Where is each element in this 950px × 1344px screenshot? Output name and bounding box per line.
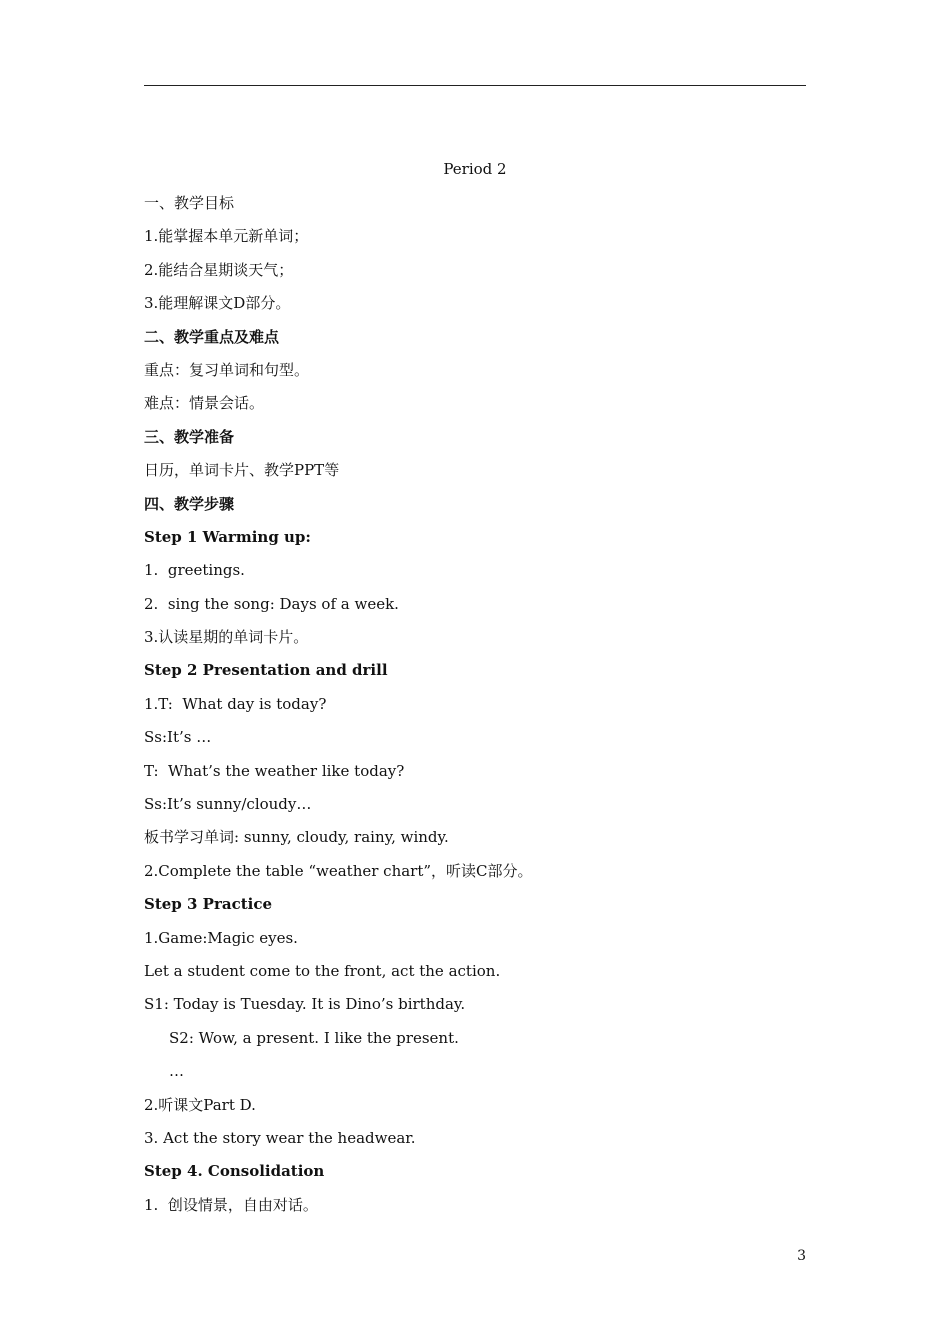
header-rule [144, 85, 806, 86]
text-line: 3.能理解课文D部分。 [144, 294, 291, 313]
section-heading: Step 4. Consolidation [144, 1162, 325, 1181]
text-line: 1. 创设情景，自由对话。 [144, 1195, 318, 1214]
text-line: 2. sing the song: Days of a week. [144, 594, 399, 613]
text-line: S2: Wow, a present. I like the present. [169, 1028, 459, 1047]
section-heading: 三、教学准备 [144, 427, 235, 446]
section-heading: Step 1 Warming up: [144, 527, 311, 546]
document-title: Period 2 [443, 160, 507, 178]
text-line: T: What’s the weather like today? [144, 761, 405, 780]
text-line: Let a student come to the front, act the action. [144, 961, 501, 980]
section-heading: 二、教学重点及难点 [144, 327, 280, 346]
text-line: 2.Complete the table “weather chart”，听读C部分。 [144, 861, 533, 880]
text-line: 1.能掌握本单元新单词； [144, 227, 309, 246]
text-line: … [169, 1062, 184, 1081]
text-line: Ss:It’s sunny/cloudy… [144, 795, 312, 814]
text-line: 一、教学目标 [144, 194, 235, 212]
text-line: Ss:It’s … [144, 728, 212, 747]
text-line: 2.能结合星期谈天气； [144, 260, 294, 279]
text-line: 难点：情景会话。 [144, 394, 265, 413]
text-line: S1: Today is Tuesday. It is Dino’s birthday. [144, 995, 466, 1014]
text-line: 重点：复习单词和句型。 [144, 360, 310, 379]
text-line: 3.认读星期的单词卡片。 [144, 628, 309, 647]
text-line: 日历，单词卡片、教学PPT等 [144, 461, 340, 480]
page-number: 3 [797, 1248, 806, 1264]
text-line: 板书学习单词: sunny, cloudy, rainy, windy. [144, 828, 449, 847]
document-body [144, 193, 806, 1228]
text-line: 3. Act the story wear the headwear. [144, 1128, 416, 1147]
text-line: 1.T: What day is today? [144, 694, 327, 713]
text-line: 1. greetings. [144, 561, 245, 580]
text-line: 2.听课文Part D. [144, 1095, 256, 1114]
text-line: 1.Game:Magic eyes. [144, 928, 298, 947]
section-heading: Step 2 Presentation and drill [144, 661, 388, 680]
section-heading: Step 3 Practice [144, 895, 273, 914]
section-heading: 四、教学步骤 [144, 494, 235, 513]
